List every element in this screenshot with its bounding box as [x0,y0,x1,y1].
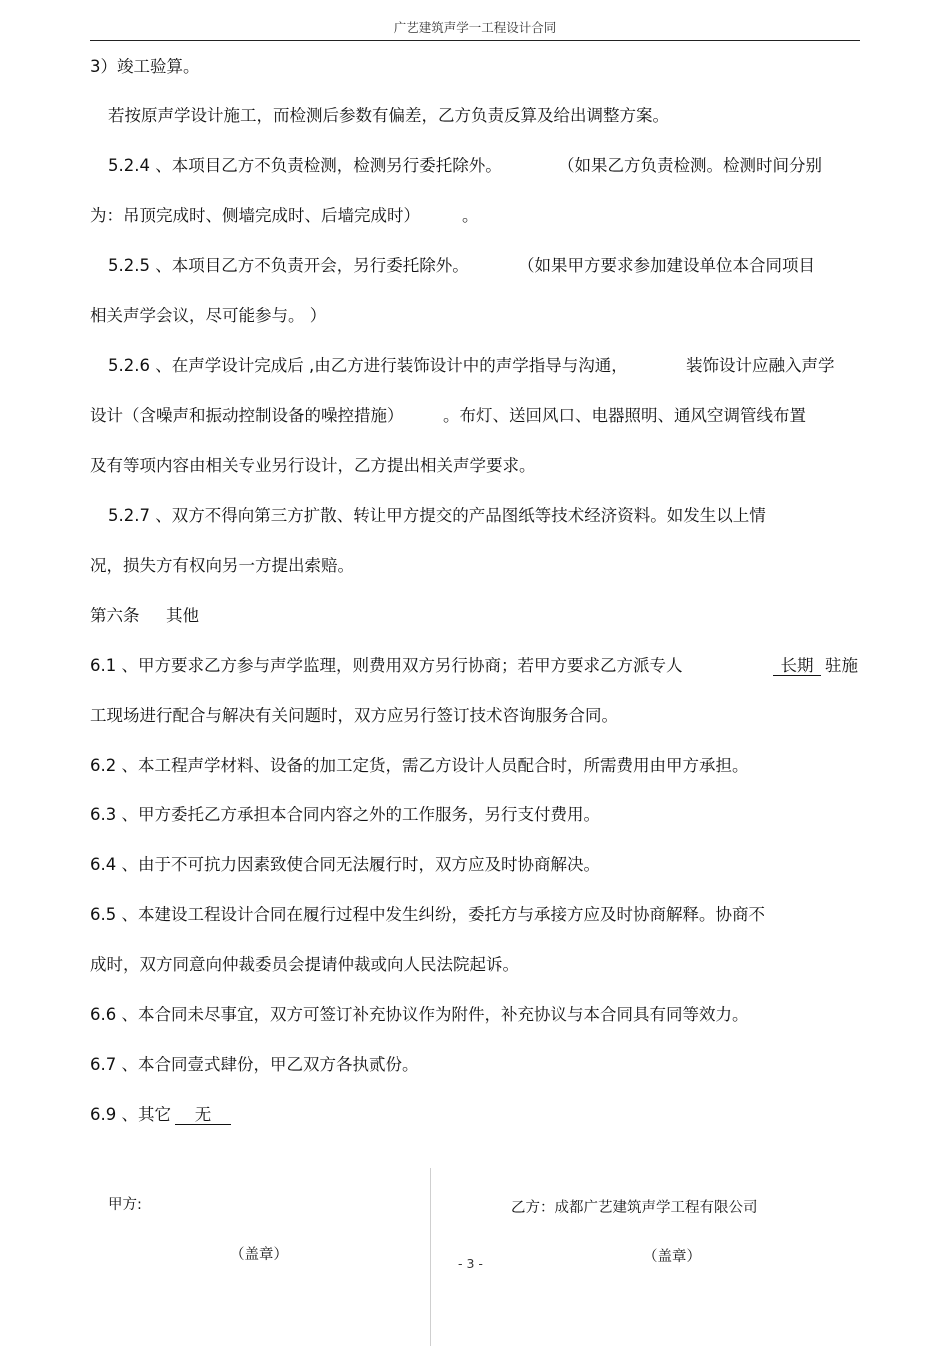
clause-6-2: 6.2 、本工程声学材料、设备的加工定货，需乙方设计人员配合时，所需费用由甲方承担。 [90,756,749,775]
party-b-label: 乙方：成都广艺建筑声学工程有限公司 [511,1200,758,1216]
clause-6-3: 6.3 、甲方委托乙方承担本合同内容之外的工作服务，另行支付费用。 [90,805,600,824]
article-6-title: 其他 [166,606,199,625]
clause-6-1-continuation: 工现场进行配合与解决有关问题时，双方应另行签订技术咨询服务合同。 [90,706,618,725]
page-number: - 3 - [458,1256,483,1271]
clause-6-9-label: 6.9 、其它 [90,1105,171,1124]
header-divider [90,40,860,41]
clause-6-5-main: 6.5 、本建设工程设计合同在履行过程中发生纠纷，委托方与承接方应及时协商解释。协商不 [90,905,765,924]
party-a-label: 甲方: [108,1197,142,1213]
clause-6-5-continuation: 成时，双方同意向仲裁委员会提请仲裁或向人民法院起诉。 [90,955,519,974]
clause-5-2-6-line2b: 。布灯、送回风口、电器照明、通风空调管线布置 [443,406,806,425]
article-6-number: 第六条 [90,606,140,625]
clause-6-1-fill-blank: 长期 [773,657,821,676]
clause-6-1-main: 6.1 、甲方要求乙方参与声学监理，则费用双方另行协商；若甲方要求乙方派专人 [90,656,683,675]
clause-6-1-tail: 驻施 [825,656,858,675]
paragraph-deviation-adjustment: 若按原声学设计施工，而检测后参数有偏差，乙方负责反算及给出调整方案。 [108,106,669,125]
clause-5-2-5-main: 5.2.5 、本项目乙方不负责开会，另行委托除外。 [108,256,469,275]
clause-5-2-6-line3: 及有等项内容由相关专业另行设计，乙方提出相关声学要求。 [90,456,536,475]
signature-divider [430,1168,431,1346]
clause-5-2-4-period: 。 [462,206,479,225]
clause-5-2-4-main: 5.2.4 、本项目乙方不负责检测，检测另行委托除外。 [108,156,502,175]
clause-5-2-4-note: （如果乙方负责检测。检测时间分别 [558,156,822,175]
paragraph-completion-check: 3）竣工验算。 [90,57,200,76]
clause-5-2-7-continuation: 况，损失方有权向另一方提出索赔。 [90,556,354,575]
clause-5-2-6-line2a: 设计（含噪声和振动控制设备的噪控措施） [90,406,404,425]
clause-5-2-6-main: 5.2.6 、在声学设计完成后 ,由乙方进行装饰设计中的声学指导与沟通， [108,356,628,375]
running-header: 广艺建筑声学一工程设计合同 [393,20,557,35]
party-b-seal: （盖章） [643,1249,701,1265]
clause-6-9-fill-blank: 无 [175,1106,231,1125]
clause-5-2-6-tail: 装饰设计应融入声学 [686,356,835,375]
clause-6-4: 6.4 、由于不可抗力因素致使合同无法履行时，双方应及时协商解决。 [90,855,600,874]
clause-5-2-7-main: 5.2.7 、双方不得向第三方扩散、转让甲方提交的产品图纸等技术经济资料。如发生以上情 [108,506,766,525]
clause-5-2-5-continuation: 相关声学会议，尽可能参与。 ） [90,306,327,325]
clause-6-7: 6.7 、本合同壹式肆份，甲乙双方各执贰份。 [90,1055,419,1074]
clause-5-2-4-continuation: 为：吊顶完成时、侧墙完成时、后墙完成时） [90,206,420,225]
party-a-seal: （盖章） [230,1247,288,1263]
clause-6-6: 6.6 、本合同未尽事宜，双方可签订补充协议作为附件，补充协议与本合同具有同等效力。 [90,1005,749,1024]
clause-5-2-5-note: （如果甲方要求参加建设单位本合同项目 [518,256,815,275]
